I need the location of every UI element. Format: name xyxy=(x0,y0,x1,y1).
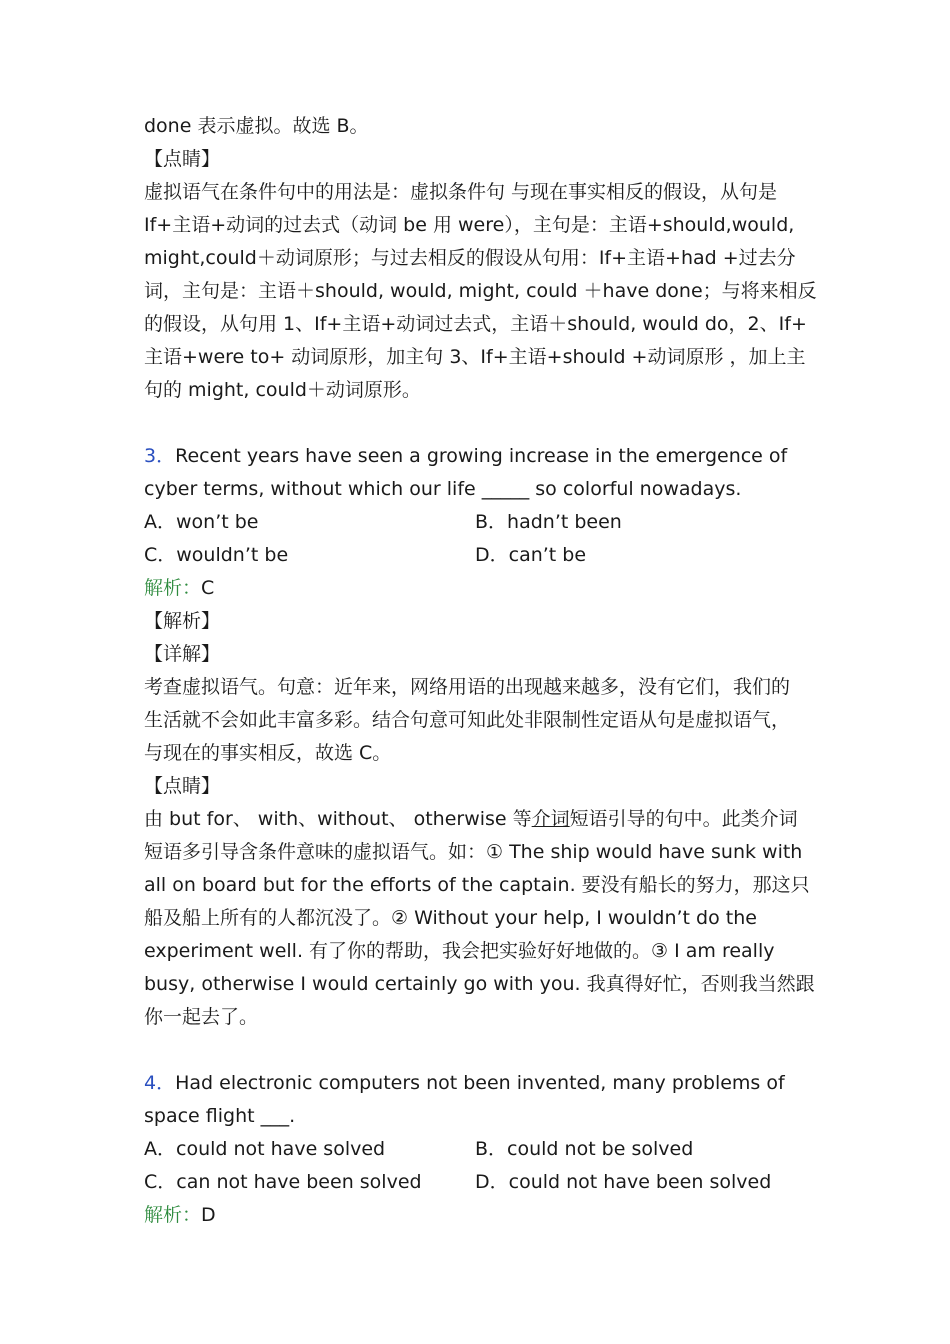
options-row xyxy=(144,1133,824,1166)
note-line: 短语多引导含条件意味的虚拟语气。如：① The ship would have sunk with xyxy=(144,841,803,863)
paragraph-line: might,could＋动词原形；与过去相反的假设从句用：If+主语+had +过去分 xyxy=(144,247,796,269)
option-d: D．could not have been solved xyxy=(475,1171,772,1193)
jiexi-heading: 【解析】 xyxy=(144,610,221,632)
paragraph-line: If+主语+动词的过去式（动词 be 用 were），主句是：主语+should,would, xyxy=(144,214,795,236)
note-line: busy, otherwise I would certainly go with you. 我真得好忙，否则我当然跟 xyxy=(144,973,815,995)
dianjing-paragraph xyxy=(144,176,824,407)
question-number: 3． xyxy=(144,445,176,467)
option-d: D．can’t be xyxy=(475,544,587,566)
question-stem: 4．Had electronic computers not been invented, many problems of xyxy=(144,1072,785,1094)
option-b: B．hadn’t been xyxy=(475,511,622,533)
option-b: B．could not be solved xyxy=(475,1138,694,1160)
options-row xyxy=(144,506,824,539)
question-3 xyxy=(144,440,824,1034)
paragraph-line: 句的 might, could＋动词原形。 xyxy=(144,379,421,401)
question-stem-cont: cyber terms, without which our life _____ so colorful nowadays. xyxy=(144,478,742,500)
dianjing-heading: 【点睛】 xyxy=(144,148,221,170)
detail-line: 生活就不会如此丰富多彩。结合句意可知此处非限制性定语从句是虚拟语气， xyxy=(144,709,791,731)
answer-value: C xyxy=(201,577,215,599)
answer-label: 解析： xyxy=(144,1204,202,1226)
question-4 xyxy=(144,1067,824,1232)
note-line: 由 but for、 with、without、 otherwise 等介词短语引导的句中。此类介词 xyxy=(144,808,798,830)
option-c: C．can not have been solved xyxy=(144,1171,422,1193)
paragraph-line: 主语+were to+ 动词原形，加主句 3、If+主语+should +动词原形 ，加上主 xyxy=(144,346,806,368)
question-stem: 3．Recent years have seen a growing increase in the emergence of xyxy=(144,445,788,467)
option-a: A．could not have solved xyxy=(144,1138,386,1160)
question-stem-cont: space flight ___. xyxy=(144,1105,296,1127)
options-row xyxy=(144,1166,824,1199)
answer-line xyxy=(144,1199,824,1232)
paragraph-line: 虚拟语气在条件句中的用法是：虚拟条件句 与现在事实相反的假设，从句是 xyxy=(144,181,778,203)
detail-line: 与现在的事实相反，故选 C。 xyxy=(144,742,392,764)
answer-label: 解析： xyxy=(144,577,202,599)
option-c: C．wouldn’t be xyxy=(144,544,289,566)
paragraph-line: 的假设，从句用 1、If+主语+动词过去式，主语＋should, would do，2、If+ xyxy=(144,313,807,335)
note-line: all on board but for the efforts of the captain. 要没有船长的努力，那这只 xyxy=(144,874,810,896)
option-a: A．won’t be xyxy=(144,511,259,533)
answer-value: D xyxy=(201,1204,216,1226)
note-line: experiment well. 有了你的帮助，我会把实验好好地做的。③ I am really xyxy=(144,940,775,962)
note-line: 你一起去了。 xyxy=(144,1006,259,1028)
options-row xyxy=(144,539,824,572)
detail-line: 考查虚拟语气。句意：近年来，网络用语的出现越来越多，没有它们，我们的 xyxy=(144,676,791,698)
dianjing-heading: 【点睛】 xyxy=(144,775,221,797)
document-page xyxy=(144,110,824,1232)
answer-line xyxy=(144,572,824,605)
continuation-line: done 表示虚拟。故选 B。 xyxy=(144,115,369,137)
underlined-term: 介词 xyxy=(531,808,570,830)
note-line: 船及船上所有的人都沉没了。② Without your help, I wouldn’t do the xyxy=(144,907,757,929)
question-number: 4． xyxy=(144,1072,176,1094)
paragraph-line: 词，主句是：主语＋should, would, might, could ＋have done；与将来相反 xyxy=(144,280,817,302)
xiangjie-heading: 【详解】 xyxy=(144,643,221,665)
